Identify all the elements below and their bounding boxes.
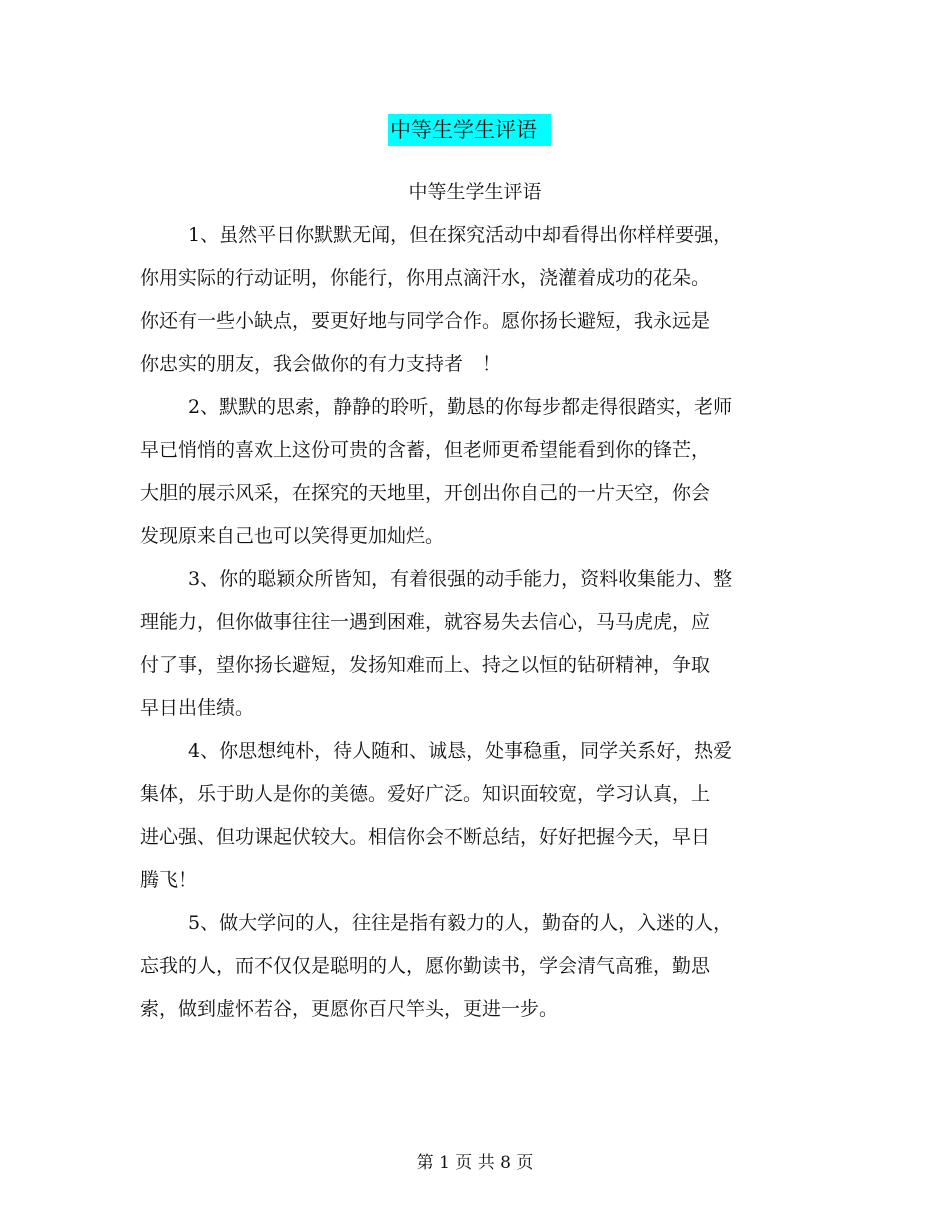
text-line: 早已悄悄的喜欢上这份可贵的含蓄，但老师更希望能看到你的锋芒，	[140, 439, 711, 461]
text-line: 2、默默的思索，静静的聆听，勤恳的你每步都走得很踏实，老师	[188, 396, 733, 418]
text-line: 大胆的展示风采，在探究的天地里，开创出你自己的一片天空，你会	[140, 482, 711, 504]
text-line: 你还有一些小缺点，要更好地与同学合作。愿你扬长避短，我永远是	[140, 310, 711, 332]
text-line: 你忠实的朋友，我会做你的有力支持者 ！	[140, 353, 502, 375]
text-line: 5、做大学问的人，往往是指有毅力的人，勤奋的人，入迷的人，	[188, 912, 733, 934]
paragraph	[140, 214, 780, 386]
paragraph	[140, 730, 780, 902]
text-line: 早日出佳绩。	[140, 697, 255, 719]
text-line: 理能力，但你做事往往一遇到困难，就容易失去信心，马马虎虎，应	[140, 611, 711, 633]
text-line: 付了事，望你扬长避短，发扬知难而上、持之以恒的钻研精神，争取	[140, 654, 711, 676]
text-line: 3、你的聪颖众所皆知，有着很强的动手能力，资料收集能力、整	[188, 568, 733, 590]
document-body	[140, 214, 780, 1031]
document-subtitle: 中等生学生评语	[408, 181, 542, 203]
text-line: 1、虽然平日你默默无闻，但在探究活动中却看得出你样样要强，	[188, 224, 733, 246]
document-title: 中等生学生评语	[388, 114, 551, 146]
text-line: 进心强、但功课起伏较大。相信你会不断总结，好好把握今天，早日	[140, 826, 711, 848]
text-line: 4、你思想纯朴，待人随和、诚恳，处事稳重，同学关系好，热爱	[188, 740, 733, 762]
text-line: 索，做到虚怀若谷，更愿你百尺竿头，更进一步。	[140, 998, 559, 1020]
paragraph	[140, 386, 780, 558]
text-line: 腾飞！	[140, 869, 198, 891]
page-indicator: 第 1 页 共 8 页	[416, 1153, 534, 1173]
text-line: 集体，乐于助人是你的美德。爱好广泛。知识面较宽，学习认真，上	[140, 783, 711, 805]
text-line: 发现原来自己也可以笑得更加灿烂。	[140, 525, 445, 547]
paragraph	[140, 902, 780, 1031]
text-line: 你用实际的行动证明，你能行，你用点滴汗水，浇灌着成功的花朵。	[140, 267, 711, 289]
paragraph	[140, 558, 780, 730]
text-line: 忘我的人，而不仅仅是聪明的人，愿你勤读书，学会清气高雅，勤思	[140, 955, 711, 977]
